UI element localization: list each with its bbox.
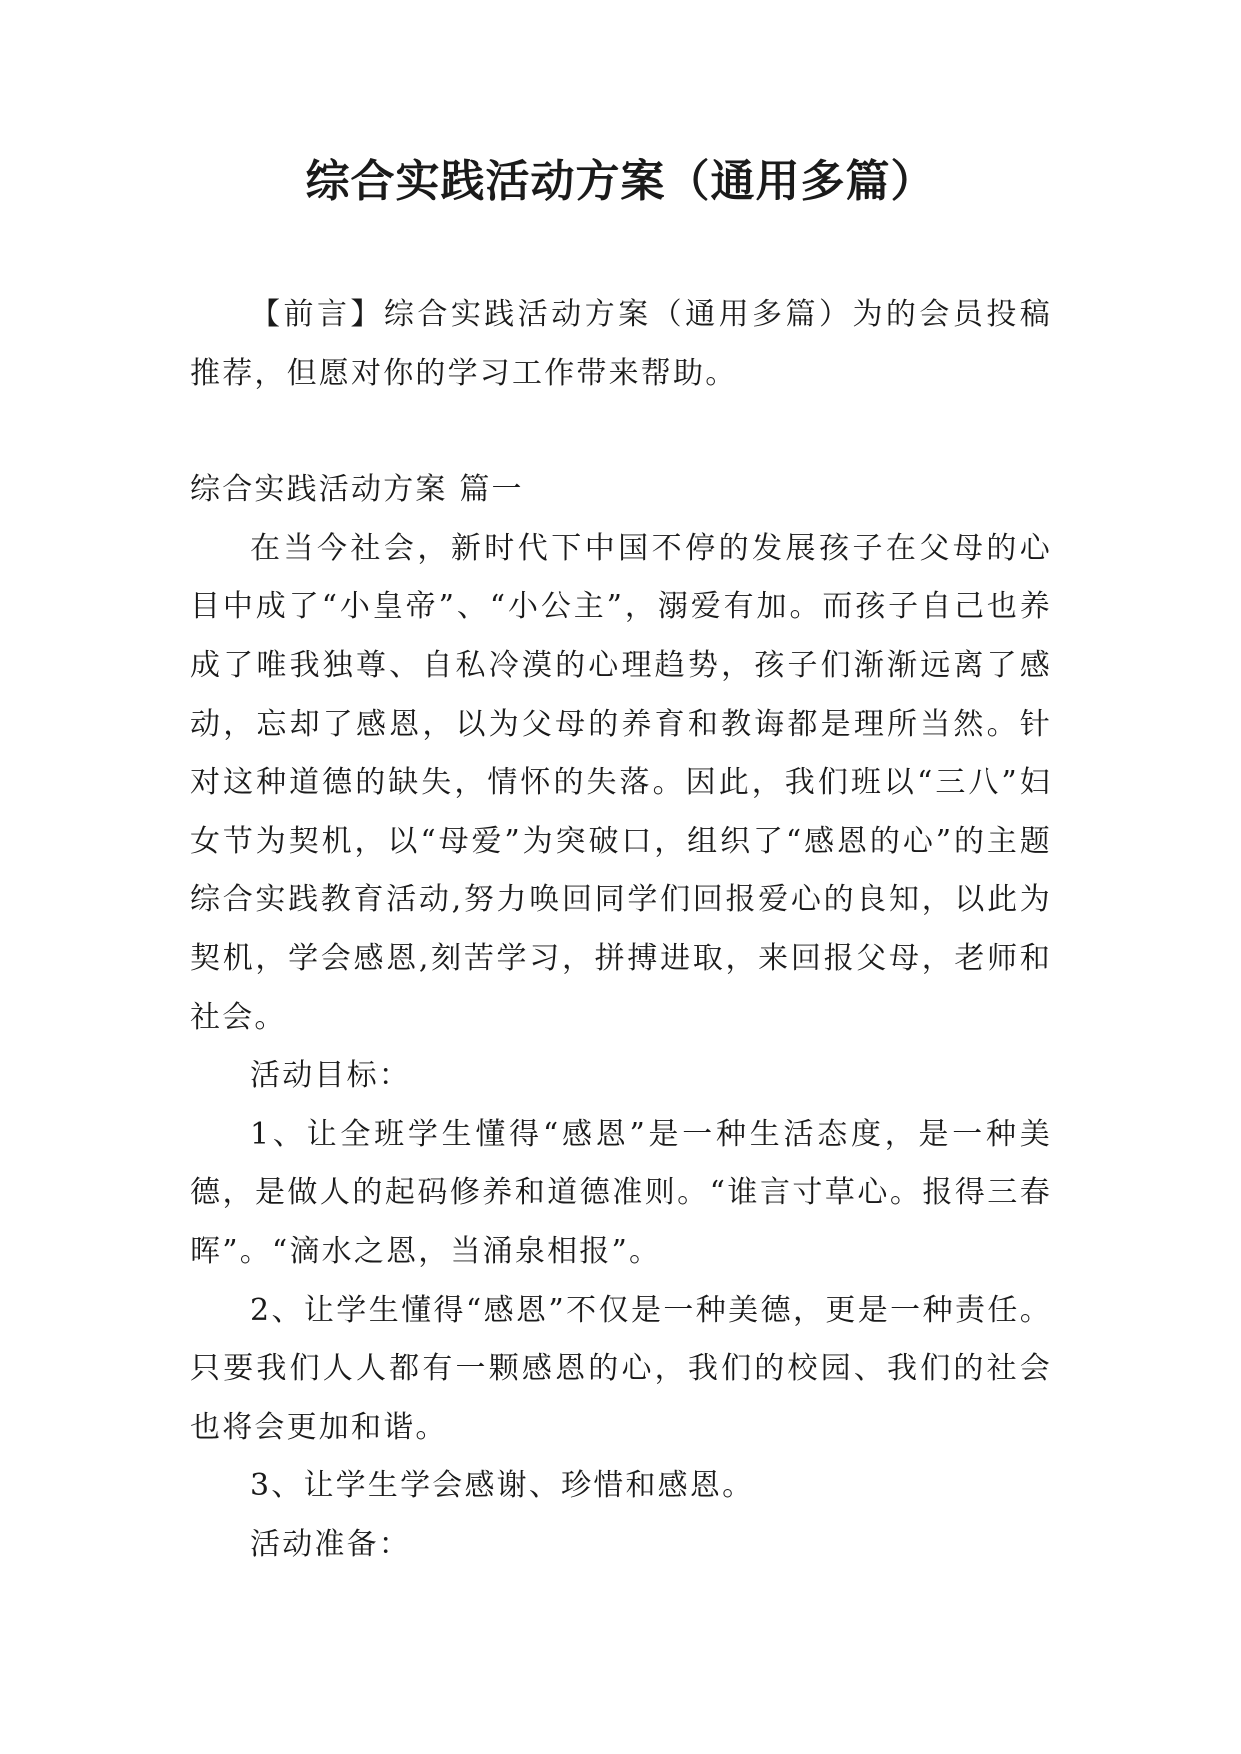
- section-heading: 综合实践活动方案 篇一: [190, 472, 524, 508]
- document-body: [190, 286, 1052, 1574]
- goal-item-1: 1、让全班学生懂得“感恩”是一种生活态度，是一种美德，是做人的起码修养和道德准则。“谁言寸草心。报得三春晖”。“滴水之恩，当涌泉相报”。: [190, 1116, 1052, 1269]
- goal-item-2: 2、让学生懂得“感恩”不仅是一种美德，更是一种责任。只要我们人人都有一颗感恩的心，我们的校园、我们的社会也将会更加和谐。: [190, 1292, 1052, 1445]
- preparation-heading: 活动准备：: [250, 1526, 411, 1562]
- goal-item-3: 3、让学生学会感谢、珍惜和感恩。: [250, 1468, 755, 1504]
- document-title: 综合实践活动方案（通用多篇）: [305, 156, 936, 207]
- spacer: [190, 403, 1052, 461]
- goals-heading: 活动目标：: [250, 1058, 411, 1094]
- preface-paragraph: 【前言】综合实践活动方案（通用多篇）为的会员投稿推荐，但愿对你的学习工作带来帮助。: [190, 297, 1052, 391]
- intro-paragraph: 在当今社会，新时代下中国不停的发展孩子在父母的心目中成了“小皇帝”、“小公主”，溺爱有加。而孩子自己也养成了唯我独尊、自私冷漠的心理趋势，孩子们渐渐远离了感动，忘却了感恩，以为父母的养育和教诲都是理所当然。针对这种道德的缺失，情怀的失落。因此，我们班以“三八”妇女节为契机，以“母爱”为突破口，组织了“感恩的心”的主题综合实践教育活动,努力唤回同学们回报爱心的良知，以此为契机，学会感恩,刻苦学习，拼搏进取，来回报父母，老师和社会。: [190, 530, 1052, 1035]
